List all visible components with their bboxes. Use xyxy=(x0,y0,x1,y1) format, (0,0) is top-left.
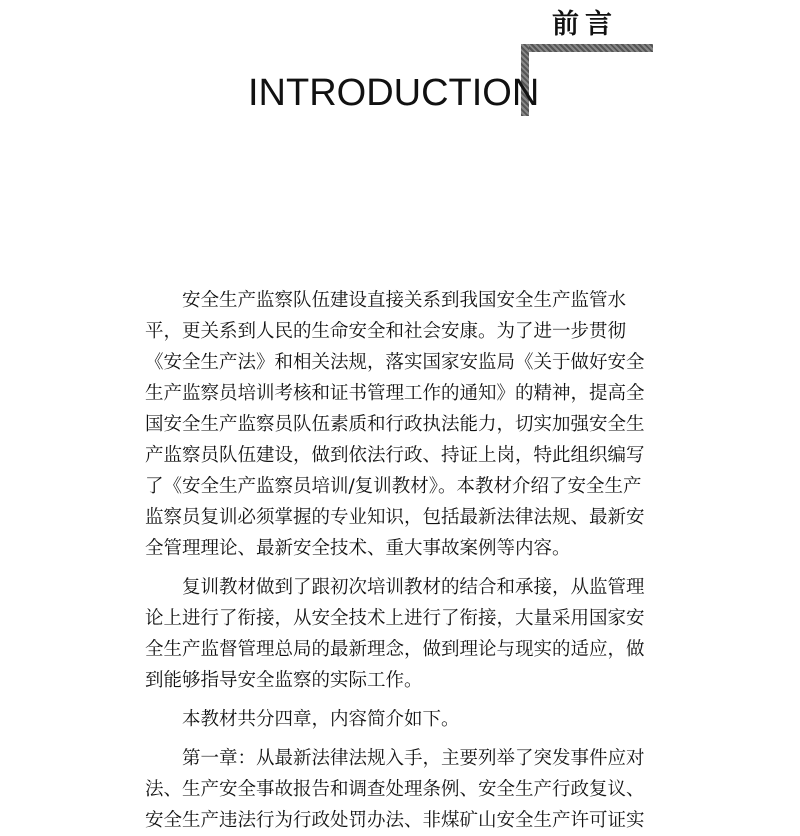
body-text xyxy=(145,285,665,836)
text-line: 法、生产安全事故报告和调查处理条例、安全生产行政复议、 xyxy=(145,779,645,800)
bracket-horizontal-bar xyxy=(521,44,653,52)
text-line: 本教材共分四章，内容简介如下。 xyxy=(145,709,460,730)
text-line: 了《安全生产监察员培训/复训教材》。本教材介绍了安全生产 xyxy=(145,476,642,497)
text-line: 全管理理论、最新安全技术、重大事故案例等内容。 xyxy=(145,538,571,559)
text-line: 复训教材做到了跟初次培训教材的结合和承接，从监管理 xyxy=(145,577,645,598)
text-line: 第一章：从最新法律法规入手，主要列举了突发事件应对 xyxy=(145,748,645,769)
text-line: 产监察员队伍建设，做到依法行政、持证上岗，特此组织编写 xyxy=(145,445,645,466)
text-line: 安全生产违法行为行政处罚办法、非煤矿山安全生产许可证实 xyxy=(145,810,645,831)
introduction-heading: INTRODUCTION xyxy=(248,72,540,114)
corner-bracket-decoration xyxy=(521,44,653,116)
text-line: 论上进行了衔接，从安全技术上进行了衔接，大量采用国家安 xyxy=(145,608,645,629)
text-line: 平，更关系到人民的生命安全和社会安康。为了进一步贯彻 xyxy=(145,321,627,342)
paragraph xyxy=(145,285,665,564)
text-line: 全生产监督管理总局的最新理念，做到理论与现实的适应，做 xyxy=(145,639,645,660)
text-line: 到能够指导安全监察的实际工作。 xyxy=(145,670,423,691)
paragraph xyxy=(145,704,665,735)
paragraph xyxy=(145,743,665,836)
text-line: 监察员复训必须掌握的专业知识，包括最新法律法规、最新安 xyxy=(145,507,645,528)
text-line: 《安全生产法》和相关法规，落实国家安监局《关于做好安全 xyxy=(145,352,645,373)
chapter-title: 前言 xyxy=(552,9,618,40)
text-line: 国安全生产监察员队伍素质和行政执法能力，切实加强安全生 xyxy=(145,414,645,435)
text-line: 安全生产监察队伍建设直接关系到我国安全生产监管水 xyxy=(145,290,627,311)
text-line: 生产监察员培训考核和证书管理工作的通知》的精神，提高全 xyxy=(145,383,645,404)
paragraph xyxy=(145,572,665,696)
